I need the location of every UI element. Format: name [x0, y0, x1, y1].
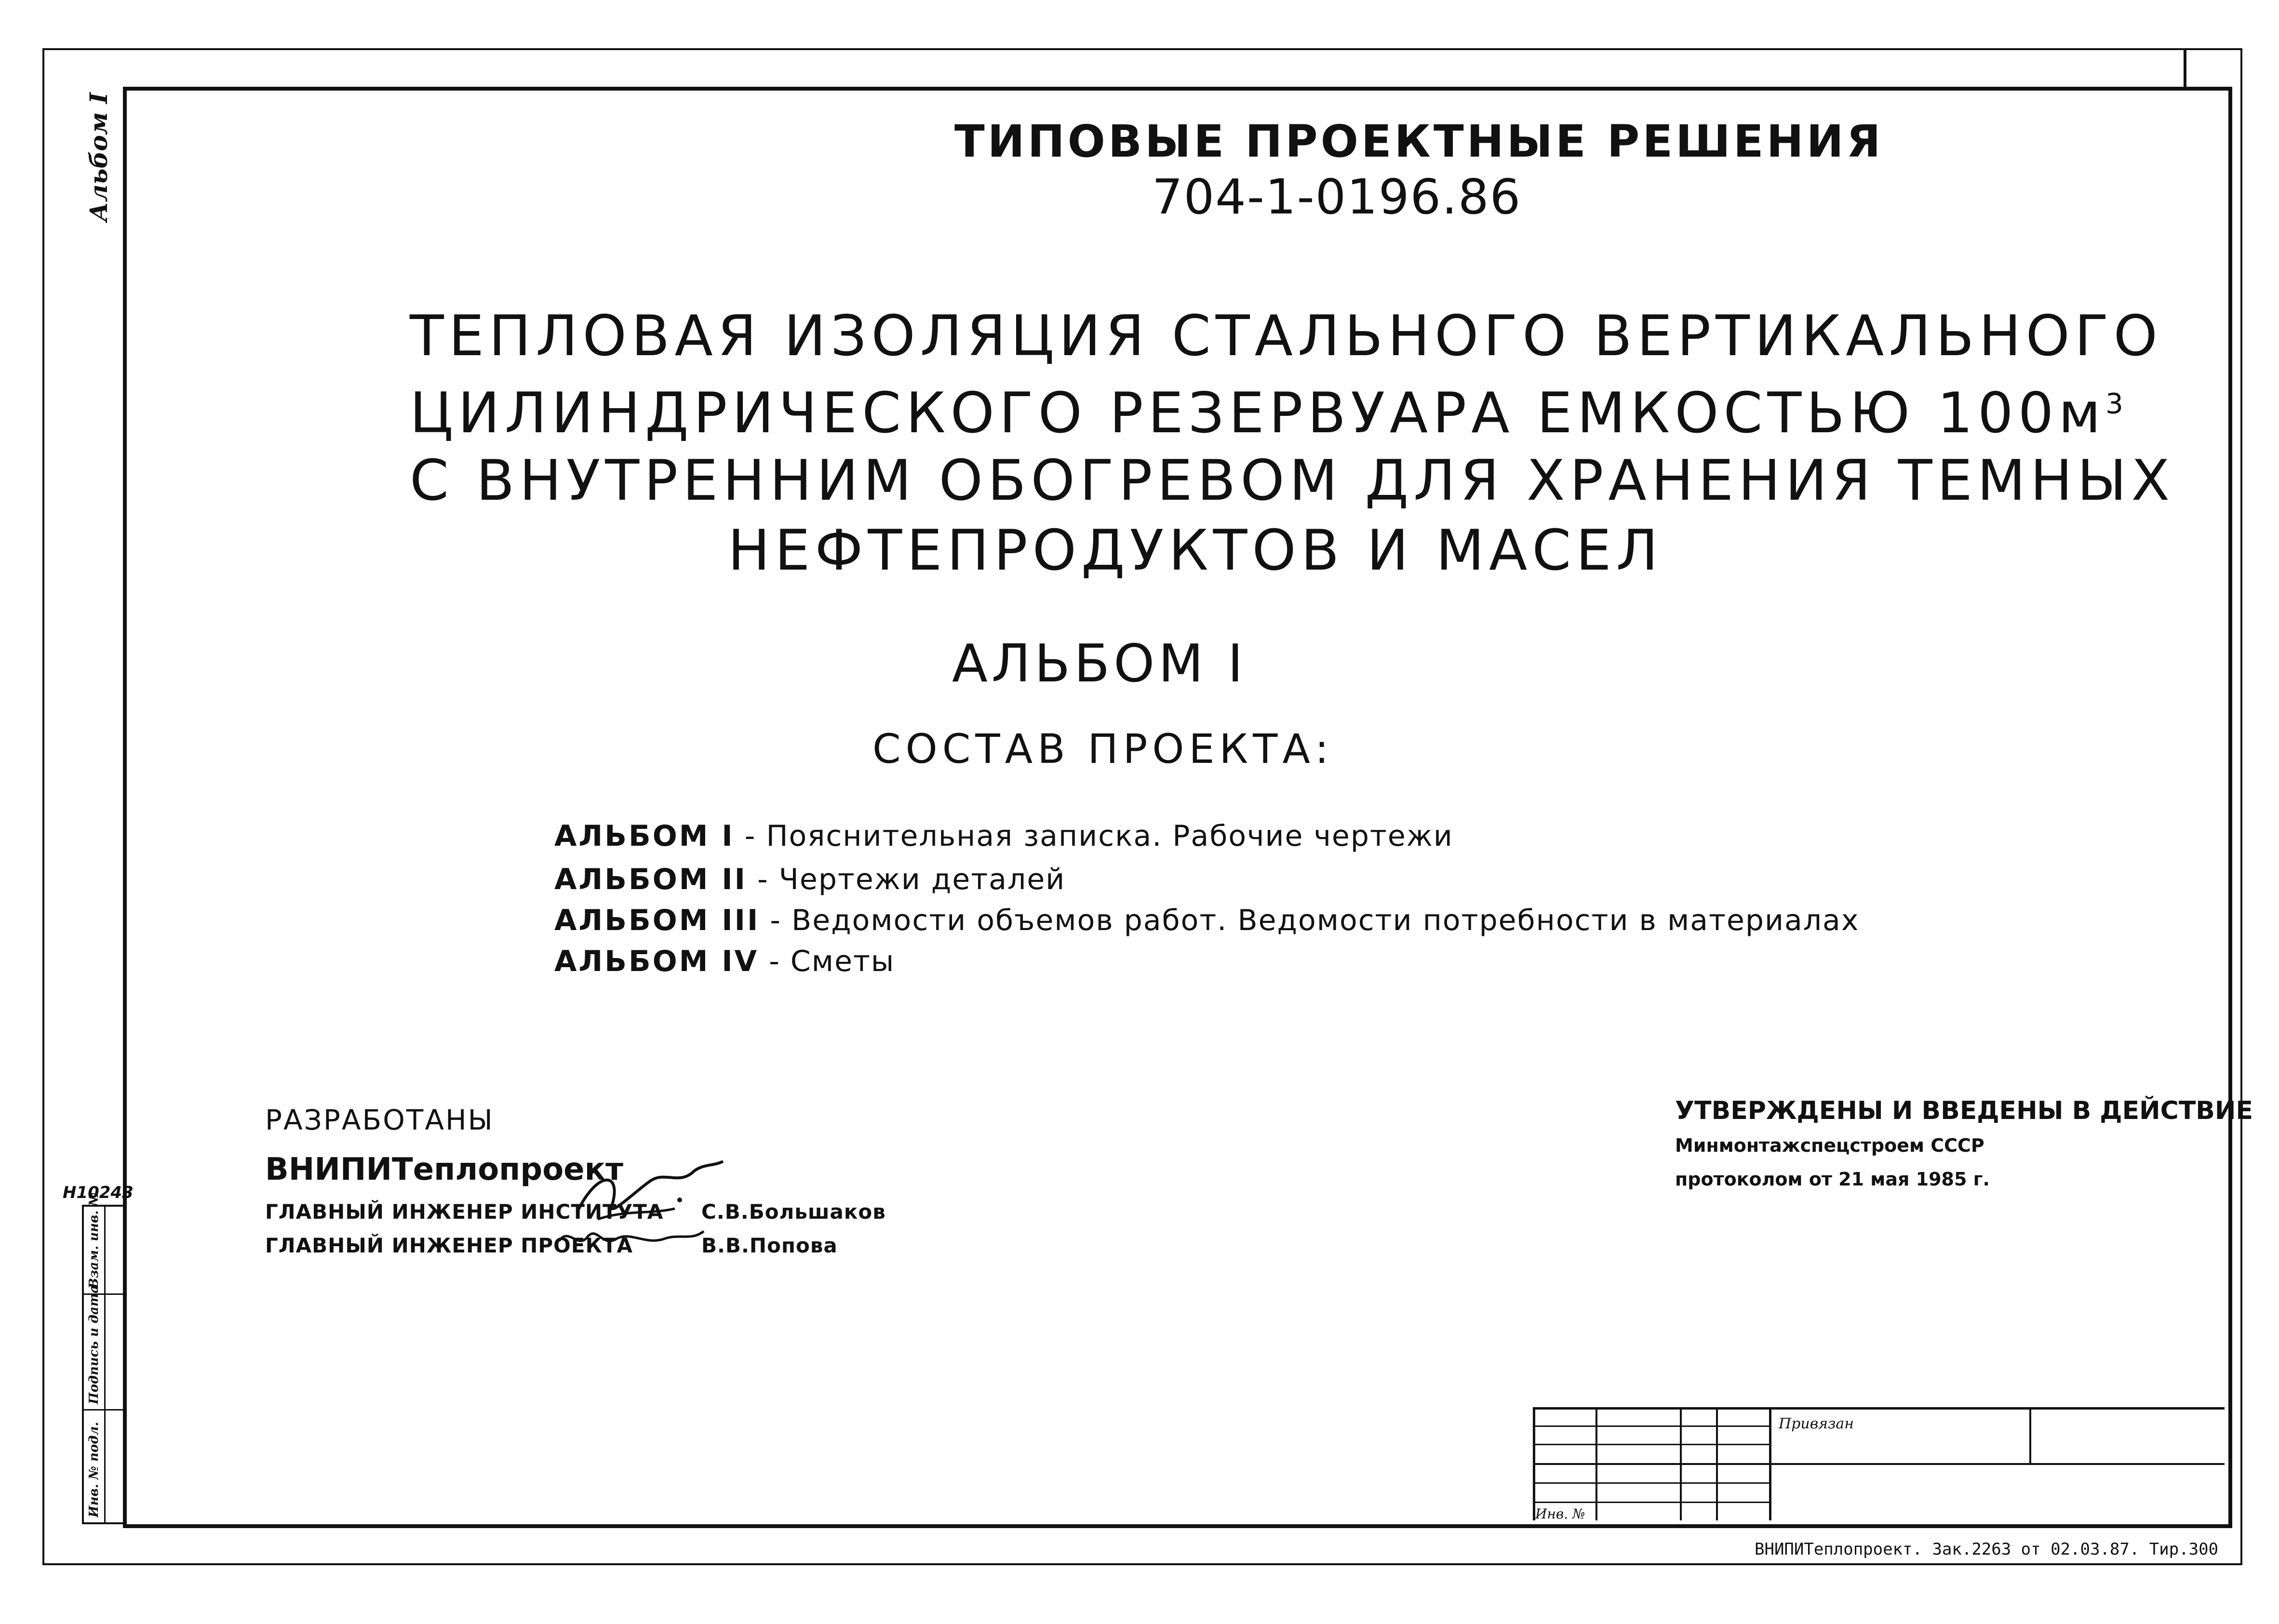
grid-line: [1533, 1444, 1769, 1445]
album-title: АЛЬБОМ I: [952, 634, 1247, 694]
print-footer: ВНИПИТеплопроект. Зак.2263 от 02.03.87. Тир.300: [1755, 1540, 2219, 1559]
grid-line: [1533, 1502, 1769, 1503]
album-list-item: [554, 945, 895, 978]
title-line-2: [410, 381, 2128, 446]
side-stamp-label: Инв. № подл.: [87, 1422, 101, 1518]
title-block-grid: [1533, 1407, 2225, 1520]
chief-engineer-institute-role: ГЛАВНЫЙ ИНЖЕНЕР ИНСТИТУТА: [265, 1200, 664, 1224]
album-desc: - Пояснительная записка. Рабочие чертежи: [744, 819, 1453, 853]
approval-line-2: Минмонтажспецстроем СССР: [1675, 1135, 1984, 1156]
grid-line: [1533, 1425, 1769, 1427]
approval-line-3: протоколом от 21 мая 1985 г.: [1675, 1169, 1990, 1190]
album-list-item: [554, 819, 1453, 853]
title-line-4: НЕФТЕПРОДУКТОВ И МАСЕЛ: [728, 518, 1663, 583]
sidebar-inventory-number: Н10243: [63, 1183, 134, 1202]
sidebar-album-label: Альбом I: [84, 92, 113, 222]
series-title: ТИПОВЫЕ ПРОЕКТНЫЕ РЕШЕНИЯ: [954, 116, 1884, 167]
composition-heading: СОСТАВ ПРОЕКТА:: [872, 725, 1334, 772]
project-code: 704-1-0196.86: [1152, 169, 1522, 225]
side-stamp-label: Подпись и дата: [87, 1285, 101, 1404]
approval-line-1: УТВЕРЖДЕНЫ И ВВЕДЕНЫ В ДЕЙСТВИЕ: [1675, 1096, 2253, 1125]
album-label: АЛЬБОМ IV: [554, 945, 759, 978]
signature-institute: [569, 1152, 728, 1229]
grid-line: [1533, 1482, 1769, 1484]
title-line-3: С ВНУТРЕННИМ ОБОГРЕВОМ ДЛЯ ХРАНЕНИЯ ТЕМНЫХ: [410, 448, 2175, 513]
chief-engineer-institute-name: С.В.Большаков: [701, 1200, 886, 1224]
album-desc: - Ведомости объемов работ. Ведомости потребности в материалах: [770, 904, 1860, 937]
album-desc: - Чертежи деталей: [757, 863, 1066, 896]
album-label: АЛЬБОМ III: [554, 904, 760, 937]
side-stamp-label: Взам. инв. №: [87, 1192, 101, 1289]
album-list-item: [554, 863, 1065, 896]
stamp-inventory-label: Инв. №: [1535, 1506, 1585, 1522]
album-desc: - Сметы: [769, 945, 895, 978]
chief-engineer-project-name: В.В.Попова: [701, 1234, 838, 1257]
grid-line: [2029, 1407, 2031, 1464]
title-line-1: ТЕПЛОВАЯ ИЗОЛЯЦИЯ СТАЛЬНОГО ВЕРТИКАЛЬНОГО: [410, 304, 2162, 369]
album-label: АЛЬБОМ II: [554, 863, 747, 896]
side-stamp-divider: [84, 1409, 125, 1411]
developed-heading: РАЗРАБОТАНЫ: [265, 1104, 494, 1136]
signature-project: [554, 1222, 709, 1260]
album-list-item: [554, 904, 1859, 937]
grid-line: [1533, 1463, 2225, 1465]
side-stamp: [82, 1192, 125, 1524]
corner-mark: [2184, 48, 2240, 87]
title-line-2-text: ЦИЛИНДРИЧЕСКОГО РЕЗЕРВУАРА ЕМКОСТЬЮ 100м: [410, 381, 2105, 446]
cubic-superscript: 3: [2105, 387, 2128, 420]
stamp-attached-label: Привязан: [1779, 1415, 1854, 1432]
chief-engineer-project-role: ГЛАВНЫЙ ИНЖЕНЕР ПРОЕКТА: [265, 1234, 633, 1257]
album-label: АЛЬБОМ I: [554, 819, 735, 853]
drawing-frame: [123, 87, 2232, 1528]
grid-line: [1533, 1407, 2225, 1410]
developer-org: ВНИПИТеплопроект: [265, 1152, 624, 1187]
